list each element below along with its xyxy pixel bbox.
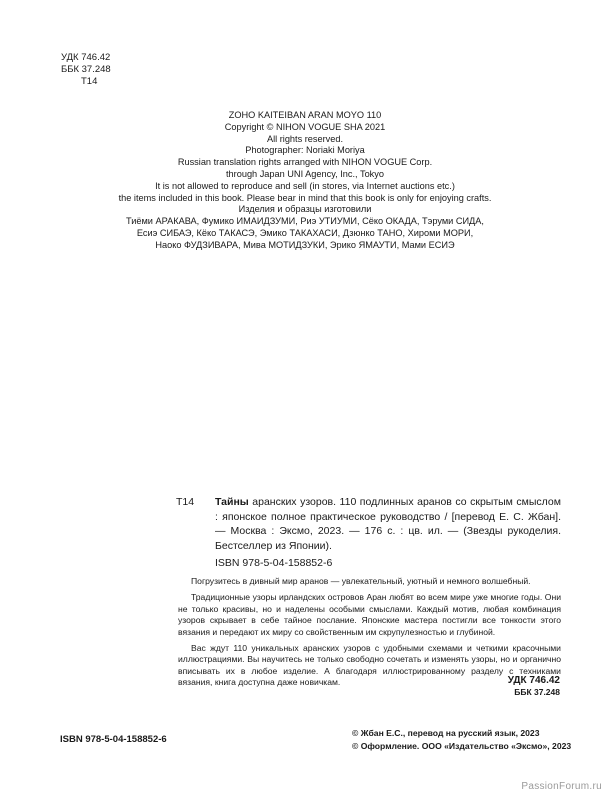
credit-line: © Оформление. ООО «Издательство «Эксмо», 2023 [352, 741, 572, 751]
copyright-line: It is not allowed to reproduce and sell (in stores, via Internet auctions etc.) [155, 180, 455, 191]
biblio-text: аранских узоров. 110 подлинных аранов со скрытым смыслом : японское полное практическое руководство / [перевод Е. С. Жбан]. — Москва : Эксмо, 2023. — 176 с. : цв. ил. — (Звезды рукоделия. Бестселлер из Японии). [215, 496, 561, 552]
copyright-line: Russian translation rights arranged with NIHON VOGUE Corp. [177, 157, 433, 168]
copyright-line: Photographer: Noriaki Moriya [245, 145, 365, 156]
udk-right: УДК 746.42 [507, 675, 560, 686]
bibliographic-record [176, 495, 561, 553]
copyright-line: Тиёми АРАКАВА, Фумико ИМАИДЗУМИ, Риэ УТИУМИ, Сёко ОКАДА, Тэруми СИДА, [126, 216, 484, 227]
udk-code: УДК 746.42 [61, 52, 111, 63]
annotation-paragraph: Погрузитесь в дивный мир аранов — увлекательный, уютный и немного волшебный. [191, 576, 531, 586]
copyright-block [60, 110, 550, 252]
bbk-code: ББК 37.248 [61, 64, 111, 75]
watermark: PassionForum.ru [521, 781, 602, 792]
bbk-right: ББК 37.248 [514, 687, 560, 697]
annotation-paragraph: Традиционные узоры ирландских островов Аран любят во всем мире уже многие годы. Они не только красивы, но и наделены особыми смыслами. Каждый мотив, любая комбинация узоров скрывает в себе тайное послание. Японские мастера постигли все тонкости этого вязания и передают их миру со свойственным им скрупулезностью и глубиной. [178, 592, 561, 637]
copyright-line: All rights reserved. [266, 133, 344, 144]
copyright-line: through Japan UNI Agency, Inc., Tokyo [226, 168, 384, 179]
biblio-entry [215, 495, 561, 553]
biblio-code: Т14 [176, 496, 195, 508]
annotation-paragraph: Вас ждут 110 уникальных аранских узоров с удобными схемами и четкими красочными иллюстрациями. Вы научитесь не только свободно сочетать и изменять узоры, но и органично вписывать их в любое изделие. А благодаря иллюстрированному разделу с техниками вязания, книга доступна даже новичкам. [178, 643, 561, 688]
credit-line: © Жбан Е.С., перевод на русский язык, 2023 [352, 728, 540, 738]
copyright-line: Есиэ СИБАЭ, Кёко ТАКАСЭ, Эмико ТАКАХАСИ, Дзюнко ТАНО, Хироми МОРИ, [136, 227, 474, 238]
author-mark: Т14 [81, 76, 98, 87]
credits [352, 727, 571, 753]
copyright-line: the items included in this book. Please bear in mind that this book is only for enjoying crafts. [118, 192, 492, 203]
copyright-line: ZOHO KAITEIBAN ARAN MOYO 110 [228, 110, 382, 120]
isbn-bottom: ISBN 978-5-04-158852-6 [60, 734, 167, 745]
udk-block [61, 52, 111, 88]
copyright-line: Изделия и образцы изготовили [238, 204, 372, 215]
copyright-line: Copyright © NIHON VOGUE SHA 2021 [224, 121, 386, 132]
biblio-isbn: ISBN 978-5-04-158852-6 [215, 557, 333, 569]
udk-right-block [480, 675, 560, 698]
biblio-title-bold: Тайны [215, 496, 249, 508]
copyright-line: Наоко ФУДЗИВАРА, Мива МОТИДЗУКИ, Эрико ЯМАУТИ, Мами ЕСИЭ [155, 239, 455, 250]
